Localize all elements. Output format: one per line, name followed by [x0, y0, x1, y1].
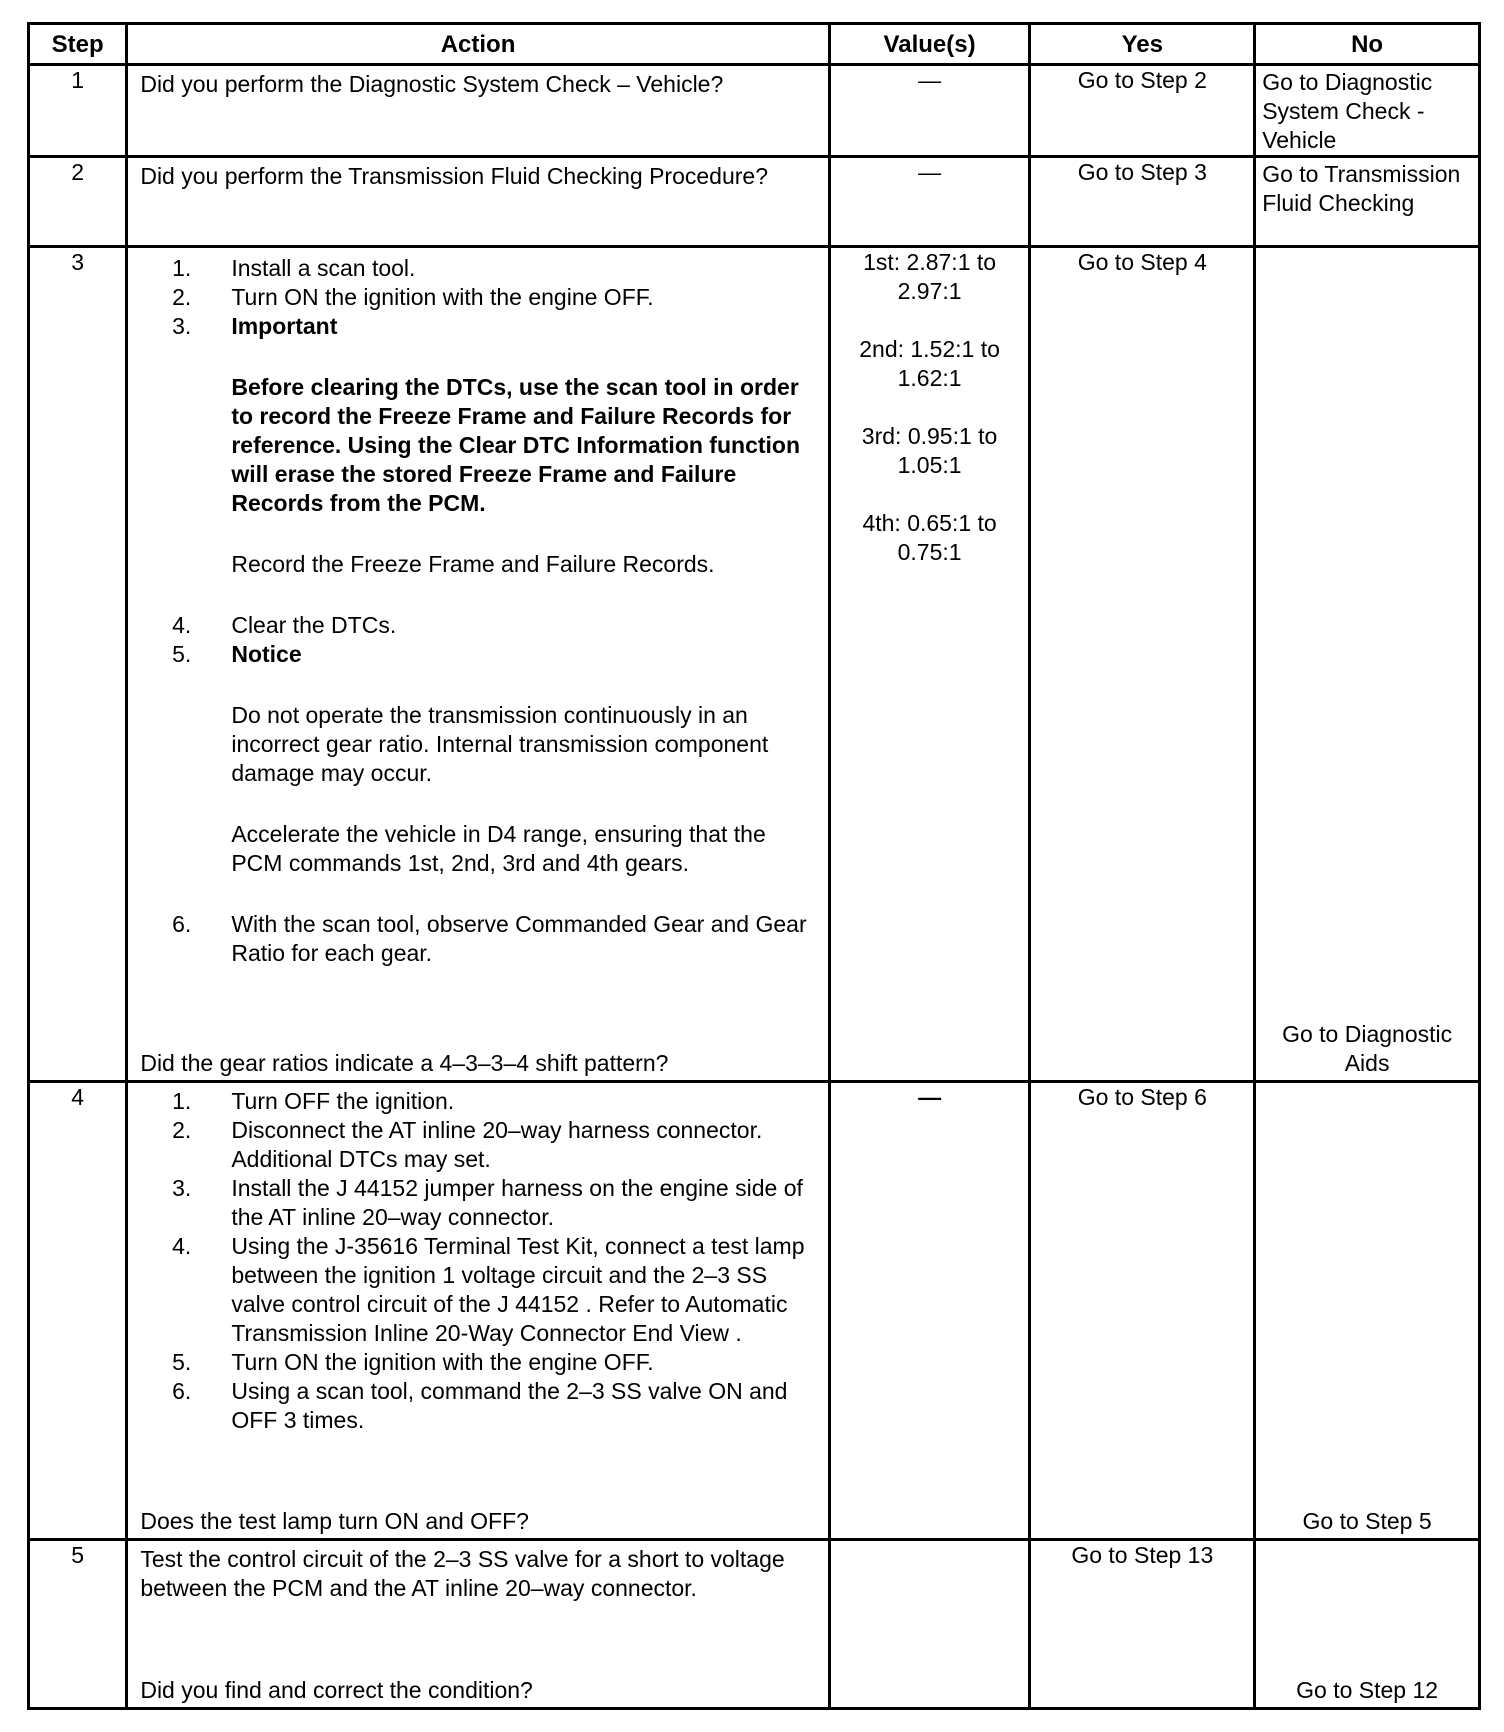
list-item: 5. Notice Do not operate the transmission continuously in an incorrect gear ratio. Internal transmission component damage may occur. Accelerate the vehicle in D4 range, ensuring that the PCM commands 1st, 2nd, 3rd and 4th gears.: [134, 640, 821, 910]
gear-ratio-2nd: 2nd: 1.52:1 to 1.62:1: [859, 336, 1000, 391]
table-row: [29, 247, 1480, 1082]
no-cell: Go to Step 5: [1255, 1082, 1480, 1540]
step-number: 4: [29, 1082, 127, 1540]
value-cell: [829, 247, 1030, 1082]
table-row: [29, 157, 1480, 247]
important-label: Important: [231, 313, 338, 339]
list-item: 1. Install a scan tool.: [172, 255, 416, 281]
header-no: No: [1255, 24, 1480, 65]
action-text: Did you perform the Transmission Fluid Checking Procedure?: [140, 163, 768, 189]
yes-cell: Go to Step 13: [1030, 1540, 1255, 1709]
list-item: 1. Turn OFF the ignition.: [172, 1088, 455, 1114]
record-instruction: Record the Freeze Frame and Failure Records.: [231, 551, 715, 577]
action-cell: [127, 1540, 829, 1709]
action-text: Test the control circuit of the 2–3 SS valve for a short to voltage between the PCM and the AT inline 20–way connector.: [140, 1546, 785, 1601]
header-values: Value(s): [829, 24, 1030, 65]
action-cell: [127, 247, 829, 1082]
list-item: 2. Turn ON the ignition with the engine OFF.: [172, 284, 654, 310]
gear-ratio-3rd: 3rd: 0.95:1 to 1.05:1: [861, 423, 998, 478]
list-item: 6. With the scan tool, observe Commanded Gear and Gear Ratio for each gear.: [172, 911, 807, 966]
list-item: 4. Using the J-35616 Terminal Test Kit, connect a test lamp between the ignition 1 voltage circuit and the 2–3 SS valve control circuit of the J 44152 . Refer to Automatic Transmission Inline 20-Way Connector End View .: [172, 1233, 805, 1346]
important-text: Before clearing the DTCs, use the scan tool in order to record the Freeze Frame and Failure Records for reference. Using the Clear DTC Information function will erase the stored Freeze Frame and Failure Records from the PCM.: [231, 374, 801, 516]
table-row: [29, 1540, 1480, 1709]
no-cell: Go to Transmission Fluid Checking: [1255, 157, 1480, 247]
list-item: 3. Install the J 44152 jumper harness on the engine side of the AT inline 20–way connector.: [172, 1175, 803, 1230]
yes-cell: Go to Step 3: [1030, 157, 1255, 247]
step-number: 3: [29, 247, 127, 1082]
value-cell: [829, 1540, 1030, 1709]
gear-ratio-1st: 1st: 2.87:1 to 2.97:1: [863, 249, 997, 304]
value-cell: —: [829, 65, 1030, 157]
step-number: 5: [29, 1540, 127, 1709]
instruction-list: [134, 1083, 821, 1435]
list-item: 3. Important Before clearing the DTCs, use the scan tool in order to record the Freeze Frame and Failure Records for reference. Using the Clear DTC Information function will erase the stored Freeze Frame and Failure Records from the PCM. Record the Freeze Frame and Failure Records.: [134, 312, 821, 611]
action-question: Did the gear ratios indicate a 4–3–3–4 shift pattern?: [140, 1050, 669, 1076]
action-cell: [127, 1082, 829, 1540]
action-cell: [127, 157, 829, 247]
no-cell: Go to Diagnostic Aids: [1255, 247, 1480, 1082]
action-text: Did you perform the Diagnostic System Check – Vehicle?: [140, 71, 724, 97]
action-cell: [127, 65, 829, 157]
notice-label: Notice: [231, 641, 302, 667]
action-question: Does the test lamp turn ON and OFF?: [140, 1508, 529, 1534]
yes-cell: Go to Step 2: [1030, 65, 1255, 157]
value-cell: —: [829, 1082, 1030, 1540]
header-action: Action: [127, 24, 829, 65]
table-row: [29, 1082, 1480, 1540]
notice-text: Do not operate the transmission continuously in an incorrect gear ratio. Internal transmission component damage may occur.: [231, 702, 769, 786]
header-yes: Yes: [1030, 24, 1255, 65]
yes-cell: Go to Step 6: [1030, 1082, 1255, 1540]
no-cell: Go to Diagnostic System Check - Vehicle: [1255, 65, 1480, 157]
list-item: 4. Clear the DTCs.: [172, 612, 397, 638]
header-step: Step: [29, 24, 127, 65]
no-cell: Go to Step 12: [1255, 1540, 1480, 1709]
step-number: 2: [29, 157, 127, 247]
step-number: 1: [29, 65, 127, 157]
diagnostic-table: [27, 22, 1481, 1710]
list-item: 5. Turn ON the ignition with the engine OFF.: [172, 1349, 654, 1375]
list-item: 2. Disconnect the AT inline 20–way harness connector. Additional DTCs may set.: [172, 1117, 763, 1172]
header-row: [29, 24, 1480, 65]
action-question: Did you find and correct the condition?: [140, 1677, 533, 1703]
yes-cell: Go to Step 4: [1030, 247, 1255, 1082]
list-item: 6. Using a scan tool, command the 2–3 SS valve ON and OFF 3 times.: [172, 1378, 788, 1433]
table-row: [29, 65, 1480, 157]
accelerate-instruction: Accelerate the vehicle in D4 range, ensuring that the PCM commands 1st, 2nd, 3rd and 4th gears.: [231, 821, 766, 876]
gear-ratio-4th: 4th: 0.65:1 to 0.75:1: [862, 510, 997, 565]
value-cell: —: [829, 157, 1030, 247]
instruction-list: [134, 248, 821, 968]
